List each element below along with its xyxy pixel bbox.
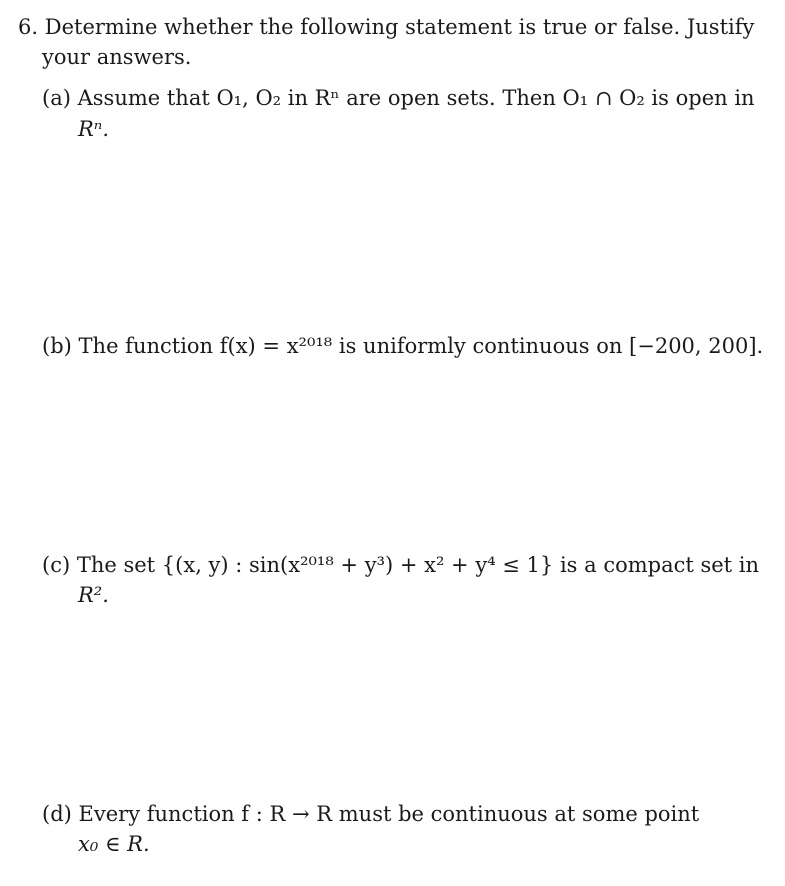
problem-number: 6. <box>18 15 39 39</box>
part-c-label: (c) <box>42 553 71 577</box>
problem-intro-line2: your answers. <box>42 45 192 69</box>
part-a-label: (a) <box>42 86 71 110</box>
part-c-line1: The set {(x, y) : sin(x²⁰¹⁸ + y³) + x² + y⁴ ≤ 1} is a compact set in <box>76 553 760 577</box>
part-b <box>42 331 763 361</box>
problem-statement <box>18 12 755 42</box>
part-c <box>42 550 759 580</box>
part-a-line2: Rⁿ. <box>78 117 109 141</box>
part-b-line1: The function f(x) = x²⁰¹⁸ is uniformly continuous on [−200, 200]. <box>78 334 764 358</box>
part-a <box>42 83 755 113</box>
part-a-line1: Assume that O₁, O₂ in Rⁿ are open sets. Then O₁ ∩ O₂ is open in <box>77 86 755 110</box>
problem-intro-line1: Determine whether the following statement is true or false. Justify <box>44 15 755 39</box>
part-d-line2: x₀ ∈ R. <box>78 832 150 856</box>
part-d-label: (d) <box>42 802 72 826</box>
part-d-line1: Every function f : R → R must be continuous at some point <box>78 802 700 826</box>
part-c-line2: R². <box>78 583 109 607</box>
part-b-label: (b) <box>42 334 72 358</box>
part-d <box>42 799 699 829</box>
